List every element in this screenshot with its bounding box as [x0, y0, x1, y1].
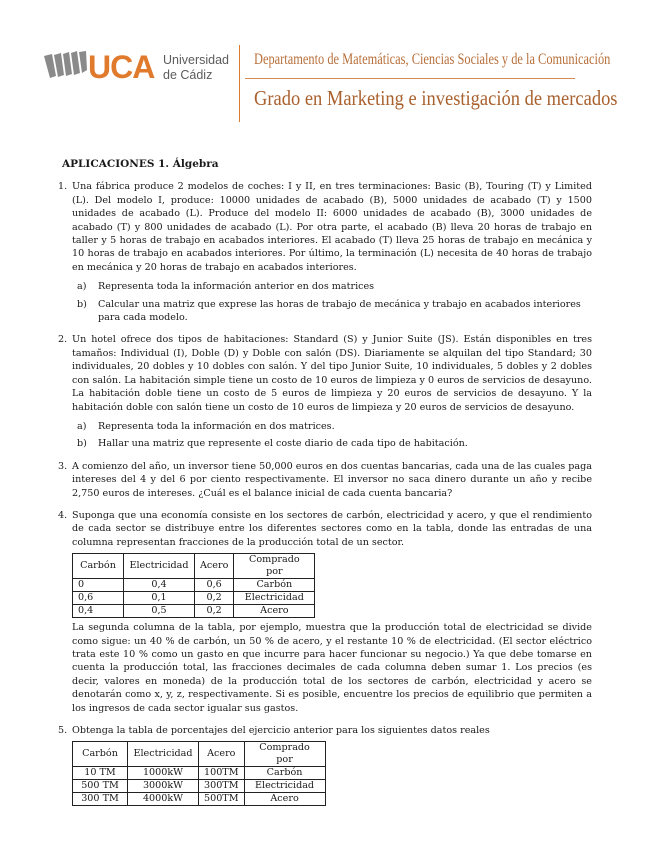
table-cell: 0,2: [195, 605, 234, 618]
real-data-table: [72, 741, 326, 806]
problem-list: [58, 180, 592, 806]
sub-question: [72, 280, 592, 293]
table-cell: 0,4: [124, 579, 195, 592]
table-header-cell: Electricidad: [128, 742, 199, 767]
table-cell: 0,6: [195, 579, 234, 592]
sub-question-list: [72, 420, 592, 451]
table-row: [73, 767, 326, 780]
problem-text: Una fábrica produce 2 modelos de coches: I y II, en tres terminaciones: Basic (B), Touring (T) y Limited (L). Del modelo I, produce: 10000 unidades de acabado (B), 5000 unidades de acabado (T) y 1500 unidades de acabado (L). Produce del modelo II: 6000 unidades de acabado (B), 3000 unidades de acabado (T) y 800 unidades de acabado (L). Por otra parte, el acabado (B) lleva 20 horas de trabajo en taller y 5 horas de trabajo en acabados interiores. El acabado (T) lleva 25 horas de trabajo en mecánica y 10 horas de trabajo en acabados interiores. Por último, la terminación (L) necesita de 40 horas de trabajo en mecánica y 20 horas de trabajo en acabados interiores.: [72, 181, 592, 273]
table-cell: 300 TM: [73, 793, 128, 806]
header-horizontal-divider: [245, 78, 575, 79]
table-row: [73, 605, 315, 618]
table-header-cell: Acero: [199, 742, 245, 767]
problem-text: Obtenga la tabla de porcentajes del ejercicio anterior para los siguientes datos reales: [72, 725, 490, 736]
sub-question-label: a): [77, 281, 87, 293]
problem-number: 4.: [58, 509, 68, 521]
table-cell: 0,6: [73, 592, 124, 605]
table-cell: Carbón: [234, 579, 315, 592]
table-cell: 0,4: [73, 605, 124, 618]
sub-question-list: [72, 280, 592, 324]
table-header-cell: Carbón: [73, 554, 124, 579]
degree-title: Grado en Marketing e investigación de mercados: [254, 86, 618, 110]
table-header-cell: Electricidad: [124, 554, 195, 579]
table-cell: 500 TM: [73, 780, 128, 793]
table-header-cell: Comprado por: [234, 554, 315, 579]
problem-text: Suponga que una economía consiste en los sectores de carbón, electricidad y acero, y que el rendimiento de cada sector se distribuye entre los diferentes sectores como en la tabla, donde las entradas de una columna representan fracciones de la producción total de un sector.: [72, 509, 592, 548]
department-title: Departamento de Matemáticas, Ciencias Sociales y de la Comunicación: [254, 51, 611, 68]
uca-birds-logo-icon: [42, 50, 88, 82]
problem-text: Un hotel ofrece dos tipos de habitaciones: Standard (S) y Junior Suite (JS). Están disponibles en tres tamaños: Individual (I), Doble (D) y Doble con salón (DS). Diariamente se alquilan del tipo Standard; 30 individuales, 20 dobles y 10 dobles con salón. Y del tipo Junior Suite, 10 individuales, 5 dobles y 2 dobles con salón. La habitación simple tiene un costo de 10 euros de limpieza y 0 euros de servicios de desayuno. La habitación doble tiene un costo de 5 euros de limpieza y 20 euros de servicios de desayuno. Y la habitación doble con salón tiene un costo de 10 euros de limpieza y 20 euros de servicios de desayuno.: [72, 334, 592, 413]
sub-question-text: Calcular una matriz que exprese las horas de trabajo de mecánica y trabajo en acabados interiores para cada modelo.: [98, 298, 581, 324]
table-header-cell: Comprado por: [244, 742, 325, 767]
document-body: [58, 158, 592, 815]
sub-question-text: Hallar una matriz que represente el coste diario de cada tipo de habitación.: [98, 438, 468, 450]
uca-logo-text-label: UCA: [88, 49, 155, 85]
table-cell: Electricidad: [234, 592, 315, 605]
university-line-1: Universidad: [163, 53, 230, 67]
table-header-row: [73, 554, 315, 579]
table-cell: 100TM: [199, 767, 245, 780]
table-cell: Acero: [244, 793, 325, 806]
sub-question-text: Representa toda la información anterior en dos matrices: [98, 281, 375, 293]
problem-number: 2.: [58, 334, 68, 346]
table-cell: 300TM: [199, 780, 245, 793]
university-name: [163, 53, 229, 83]
problem-item: [58, 333, 592, 450]
table-cell: 0,5: [124, 605, 195, 618]
sub-question: [72, 437, 592, 450]
sub-question-label: a): [77, 420, 87, 432]
table-row: [73, 793, 326, 806]
problem-number: 3.: [58, 460, 68, 472]
sub-question: [72, 298, 592, 325]
uca-logo-text: [88, 47, 154, 87]
table-cell: Carbón: [244, 767, 325, 780]
sub-question-label: b): [77, 438, 87, 450]
table-row: [73, 780, 326, 793]
problem-item: [58, 180, 592, 324]
problem-number: 1.: [58, 181, 68, 193]
table-cell: 1000kW: [128, 767, 199, 780]
problem-number: 5.: [58, 725, 68, 736]
table-cell: Electricidad: [244, 780, 325, 793]
table-cell: 0,1: [124, 592, 195, 605]
problem-item: [58, 509, 592, 715]
table-row: [73, 579, 315, 592]
table-cell: 4000kW: [128, 793, 199, 806]
table-header-row: [73, 742, 326, 767]
sub-question-label: b): [77, 298, 87, 310]
table-cell: Acero: [234, 605, 315, 618]
problem-item: [58, 724, 592, 806]
problem-item: [58, 460, 592, 500]
header-vertical-divider: [239, 45, 240, 122]
table-cell: 10 TM: [73, 767, 128, 780]
problem-followup-text: La segunda columna de la tabla, por ejemplo, muestra que la producción total de electricidad se divide como sigue: un 40 % de carbón, un 50 % de acero, y el restante 10 % de electricidad. (El sector eléctrico trata este 10 % como un gasto en que incurre para hacer funcionar su negocio.) Ya que debe tomarse en cuenta la producción total, las fracciones decimales de cada columna deben sumar 1. Los precios (es decir, valores en moneda) de la producción total de los sectores de carbón, electricidad y acero se denotarán como x, y, z, respectivamente. Si es posible, encuentre los precios de equilibrio que permiten a los ingresos de cada sector igualar sus gastos.: [72, 622, 592, 714]
table-row: [73, 592, 315, 605]
sub-question-text: Representa toda la información en dos matrices.: [98, 420, 335, 432]
table-cell: 0: [73, 579, 124, 592]
problem-text: A comienzo del año, un inversor tiene 50,000 euros en dos cuentas bancarias, cada una de las cuales paga intereses del 4 y del 6 por ciento respectivamente. El inversor no saca dinero durante un año y recibe 2,750 euros de intereses. ¿Cuál es el balance inicial de cada cuenta bancaria?: [72, 460, 592, 499]
table-cell: 0,2: [195, 592, 234, 605]
sector-fractions-table: [72, 553, 315, 618]
university-line-2: de Cádiz: [163, 68, 213, 82]
table-header-cell: Carbón: [73, 742, 128, 767]
section-title: APLICACIONES 1. Álgebra: [62, 158, 219, 170]
table-header-cell: Acero: [195, 554, 234, 579]
document-header: [0, 0, 655, 130]
table-cell: 3000kW: [128, 780, 199, 793]
sub-question: [72, 420, 592, 433]
table-cell: 500TM: [199, 793, 245, 806]
